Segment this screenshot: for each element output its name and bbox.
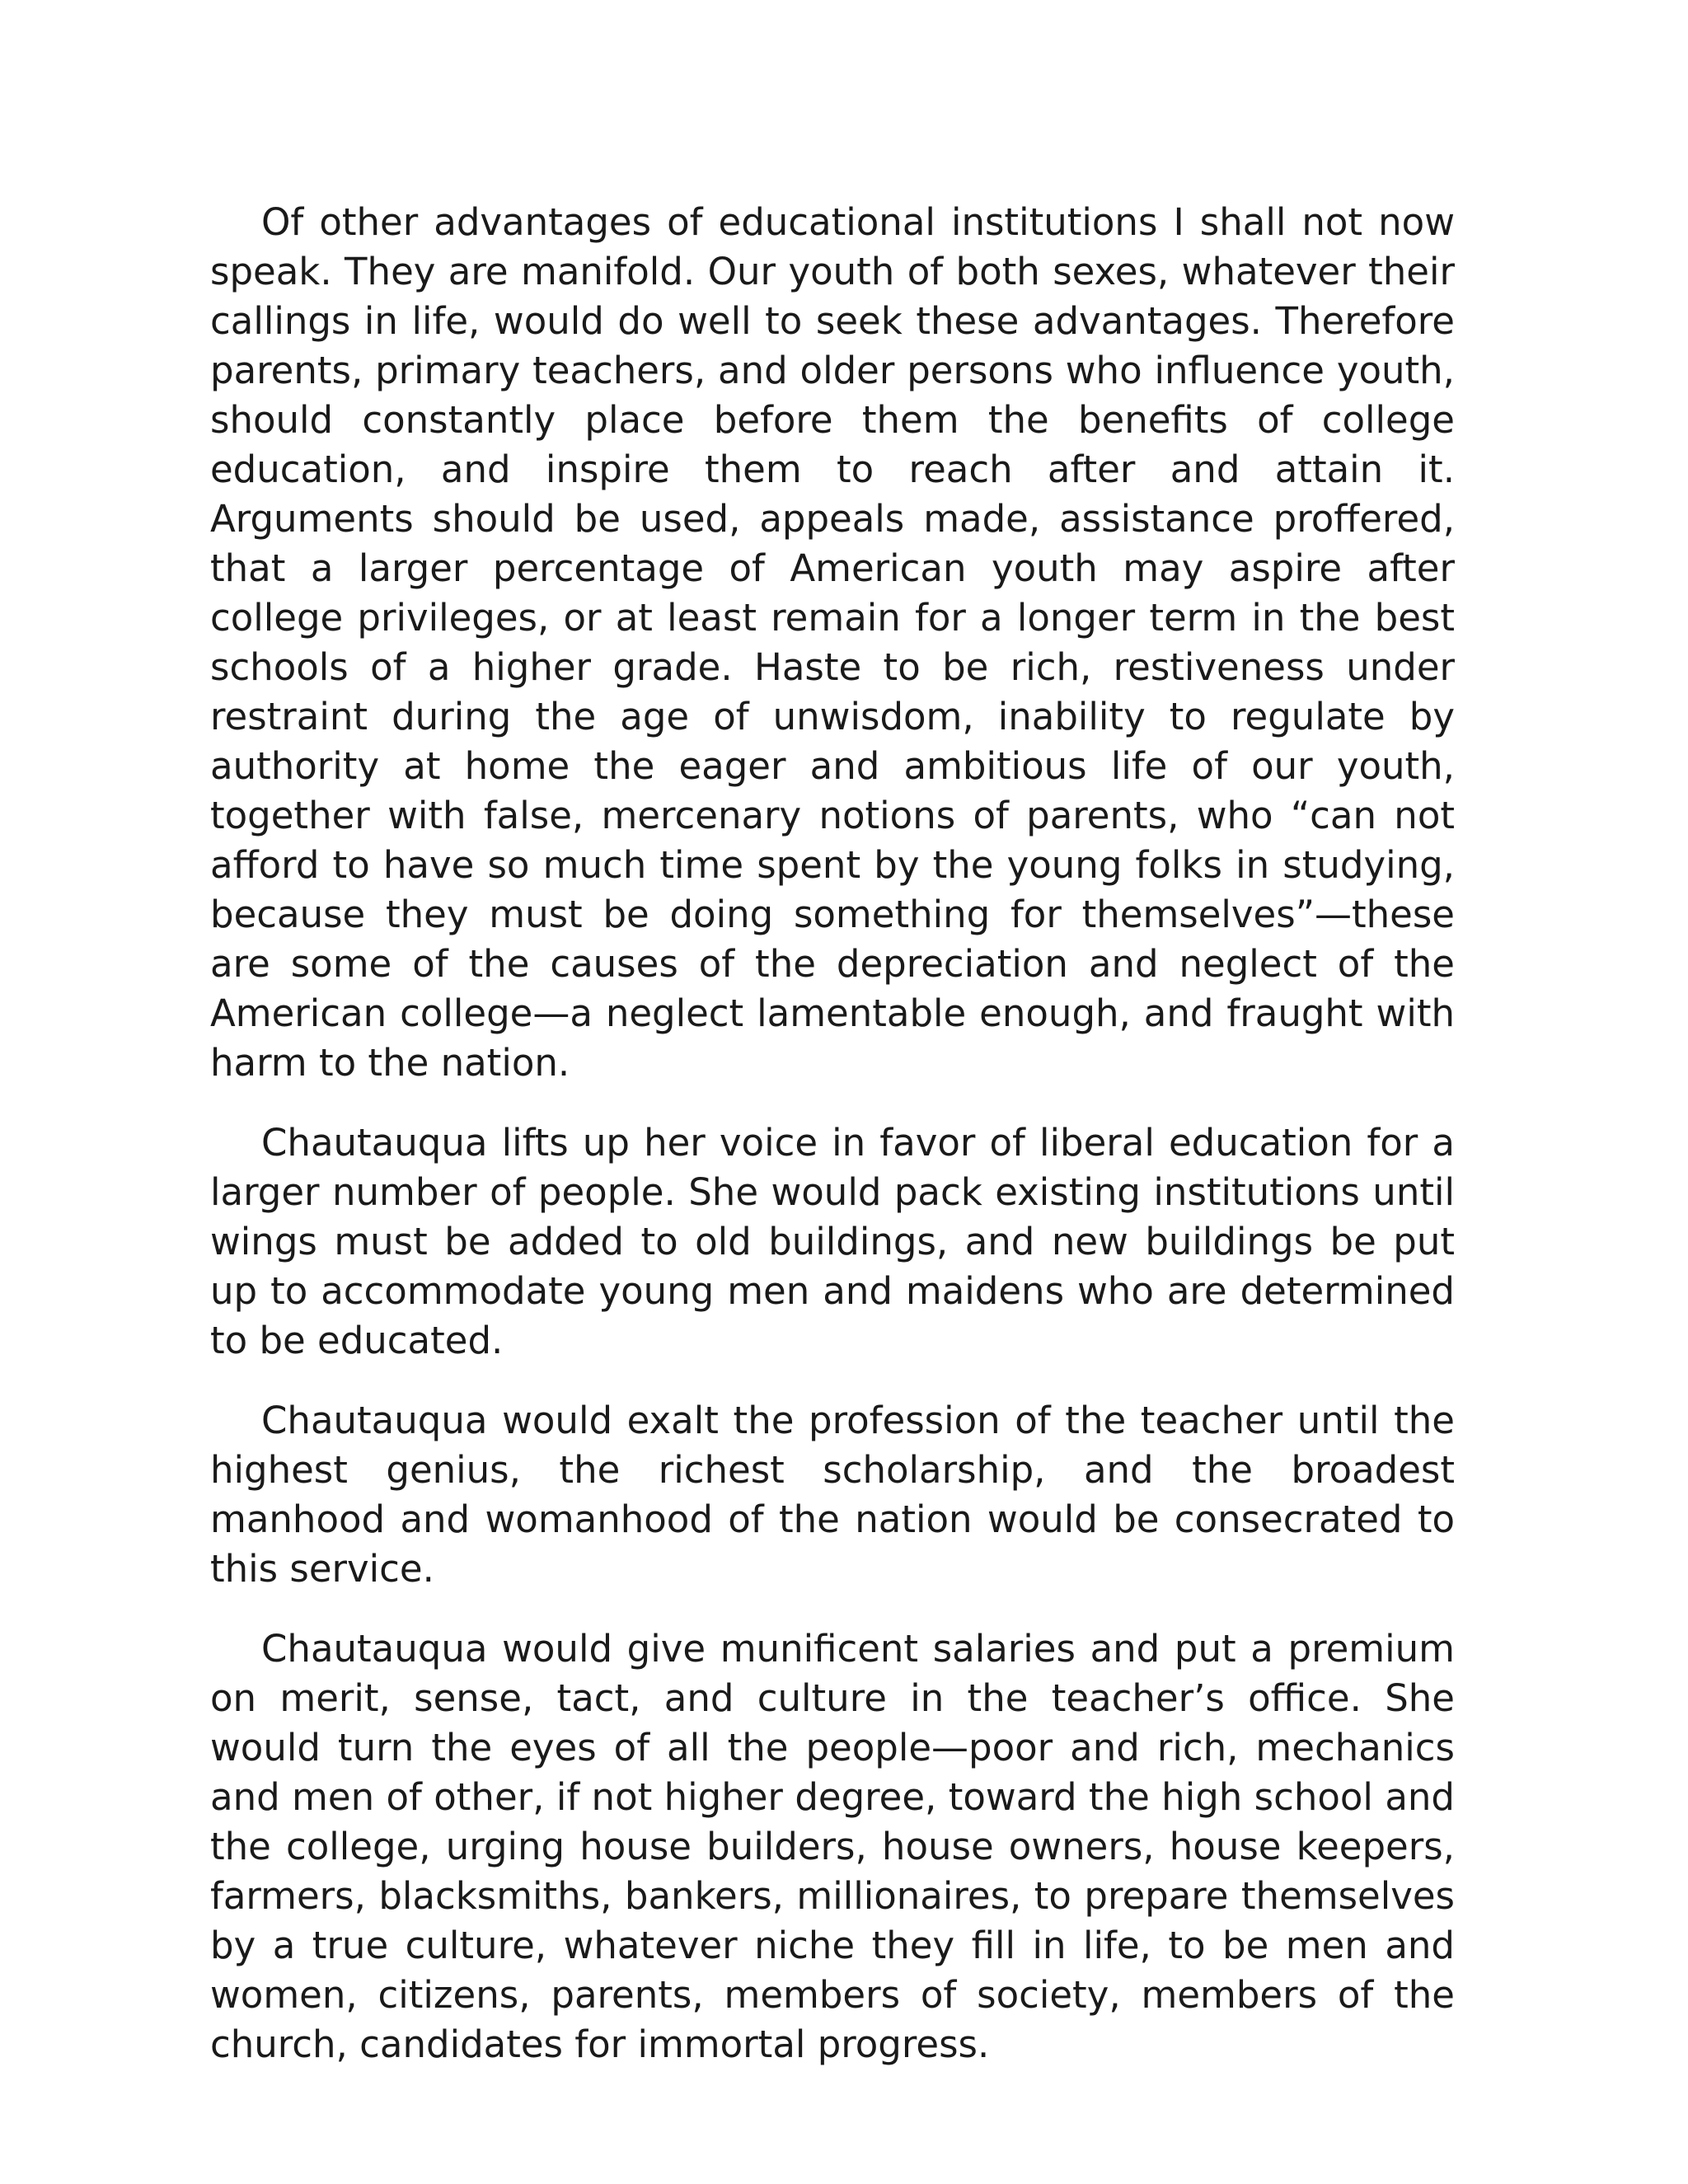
paragraph-teacher-profession: Chautauqua would exalt the profession of the teacher until the highest genius, the richest scholarship, and the broadest manhood and womanhood of the nation would be consecrated to this service. — [210, 1399, 1455, 1591]
paragraph-salaries: Chautauqua would give munificent salaries and put a premium on merit, sense, tact, and culture in the teacher’s office. She would turn the eyes of all the people—poor and rich, mechanics and men of other, if not higher degree, toward the high school and the college, urging house builders, house owners, house keepers, farmers, blacksmiths, bankers, millionaires, to prepare themselves by a true culture, whatever niche they fill in life, to be men and women, citizens, parents, members of society, members of the church, candidates for immortal progress. — [210, 1627, 1455, 2066]
paragraph-advantages: Of other advantages of educational institutions I shall not now speak. They are manifold. Our youth of both sexes, whatever their callings in life, would do well to seek these advantages. Therefore parents, primary teachers, and older persons who influence youth, should constantly place before them the benefits of college education, and inspire them to reach after and attain it. Arguments should be used, appeals made, assistance proffered, that a larger percentage of American youth may aspire after college privileges, or at least remain for a longer term in the best schools of a higher grade. Haste to be rich, restiveness under restraint during the age of unwisdom, inability to regulate by authority at home the eager and ambitious life of our youth, together with false, mercenary notions of parents, who “can not afford to have so much time spent by the young folks in studying, because they must be doing something for themselves”—these are some of the causes of the depreciation and neglect of the American college—a neglect lamentable enough, and fraught with harm to the nation. — [210, 200, 1455, 1085]
document-page — [210, 198, 1455, 2069]
paragraph-liberal-education: Chautauqua lifts up her voice in favor of liberal education for a larger number of people. She would pack existing institutions until wings must be added to old buildings, and new buildings be put up to accommodate young men and maidens who are determined to be educated. — [210, 1121, 1455, 1362]
